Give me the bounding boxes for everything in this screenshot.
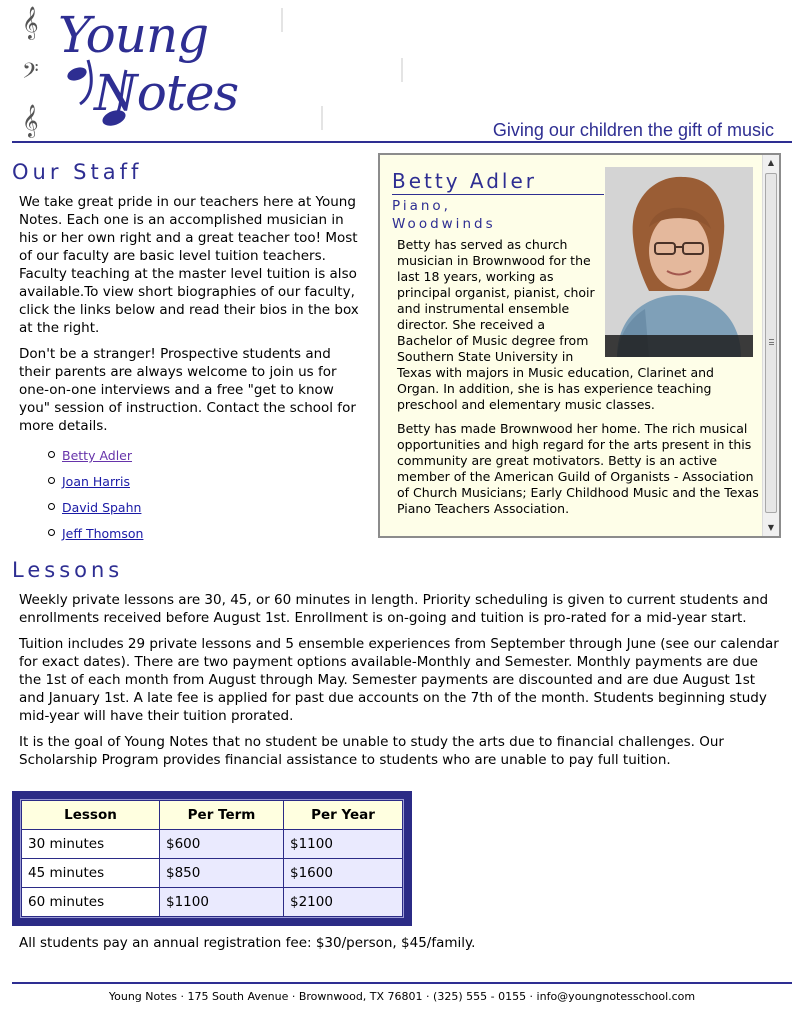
header-divider: [12, 141, 792, 143]
bio-instrument: Piano, Woodwinds: [392, 198, 496, 232]
site-header: [12, 0, 792, 146]
staff-heading: Our Staff: [12, 160, 143, 184]
table-cell: $1100: [160, 888, 284, 917]
lessons-paragraph: Tuition includes 29 private lessons and 5 ensemble experiences from September through June (see our calendar for exact dates). There are two payment options available-Monthly and Semester. Monthly payments are due the 1st of each month from August through May. Semester payments are discounted and are due August 1st and January 1st. A late fee is applied for past due accounts on the 7th of the month. Students beginning study mid-year will have their tuition prorated.: [19, 636, 779, 724]
svg-text:𝄞: 𝄞: [22, 104, 39, 137]
table-cell: $850: [160, 859, 284, 888]
table-header: Per Year: [284, 801, 403, 830]
logo-notes: Notes: [94, 64, 239, 122]
table-cell: $1600: [284, 859, 403, 888]
list-item: [48, 447, 143, 473]
table-header-row: [22, 801, 403, 830]
list-item: [48, 473, 143, 499]
bio-paragraph: Betty has made Brownwood her home. The rich musical opportunities and high regard for the arts present in this community are great motivators. Betty is an active member of the American Guild of Organists - Association of Church Musicians; Early Childhood Music and the Texas Piano Teachers Association.: [397, 421, 759, 516]
teacher-link-joan-harris[interactable]: Joan Harris: [62, 474, 130, 489]
svg-text:𝄞: 𝄞: [22, 6, 39, 39]
table-cell: $1100: [284, 830, 403, 859]
table-cell: 45 minutes: [22, 859, 160, 888]
table-cell: $600: [160, 830, 284, 859]
list-item: [48, 499, 143, 525]
bio-text: [397, 237, 759, 525]
bio-box[interactable]: [378, 153, 781, 538]
table-header: Per Term: [160, 801, 284, 830]
lessons-text: [19, 591, 779, 777]
svg-text:𝄢: 𝄢: [22, 59, 39, 89]
table-row: [22, 859, 403, 888]
footer-contact: Young Notes · 175 South Avenue · Brownwood, TX 76801 · (325) 555 - 0155 · info@youngnotesschool.com: [108, 990, 696, 1003]
bio-paragraph: Betty has served as church musician in Brownwood for the last 18 years, working as principal organist, pianist, choir and instrumental ensemble director. She received a Bachelor of Music degree from Southern State University in Texas with majors in Music education, Clarinet and Organ. In addition, she is has experience teaching preschool and elementary music classes.: [397, 237, 714, 412]
teacher-link-betty-adler[interactable]: Betty Adler: [62, 448, 133, 463]
lessons-heading: Lessons: [12, 558, 124, 582]
bio-scrollbar[interactable]: [762, 155, 779, 536]
teacher-link-david-spahn[interactable]: David Spahn: [62, 500, 142, 515]
table-row: [22, 888, 403, 917]
table-cell: 30 minutes: [22, 830, 160, 859]
scroll-down-arrow-icon[interactable]: ▼: [767, 523, 775, 532]
bio-name: Betty Adler: [392, 169, 604, 195]
teacher-list: [48, 447, 143, 551]
teacher-link-jeff-thomson[interactable]: Jeff Thomson: [62, 526, 144, 541]
staff-paragraph: Don't be a stranger! Prospective students and their parents are always welcome to join us for one-on-one interviews and a free "get to know you" session of instruction. Contact the school for more details.: [19, 346, 356, 434]
table-header: Lesson: [22, 801, 160, 830]
logo-young: Young: [58, 6, 209, 64]
staff-intro: [19, 193, 364, 443]
footer-divider: [12, 982, 792, 984]
table-cell: 60 minutes: [22, 888, 160, 917]
staff-paragraph: We take great pride in our teachers here at Young Notes. Each one is an accomplished musician in his or her own right and a great teacher too! Most of our faculty are basic level tuition teachers. Faculty teaching at the master level tuition is also available.To view short biographies of our faculty, click the links below and read their bios in the box at the right.: [19, 194, 359, 336]
table-row: [22, 830, 403, 859]
lessons-paragraph: It is the goal of Young Notes that no student be unable to study the arts due to financial challenges. Our Scholarship Program provides financial assistance to students who are unable to pay full tuition.: [19, 734, 724, 768]
registration-fee-note: All students pay an annual registration fee: $30/person, $45/family.: [19, 935, 476, 951]
table-cell: $2100: [284, 888, 403, 917]
scroll-up-arrow-icon[interactable]: ▲: [767, 158, 775, 167]
tagline: Giving our children the gift of music: [492, 120, 774, 140]
list-item: [48, 525, 143, 551]
lessons-paragraph: Weekly private lessons are 30, 45, or 60 minutes in length. Priority scheduling is given to current students and enrollments received before August 1st. Enrollment is on-going and tuition is pro-rated for a mid-year start.: [19, 592, 769, 626]
grip-icon: [769, 339, 774, 345]
scroll-thumb[interactable]: [765, 173, 777, 513]
tuition-table: [21, 800, 403, 917]
tuition-table-frame: [12, 791, 412, 926]
